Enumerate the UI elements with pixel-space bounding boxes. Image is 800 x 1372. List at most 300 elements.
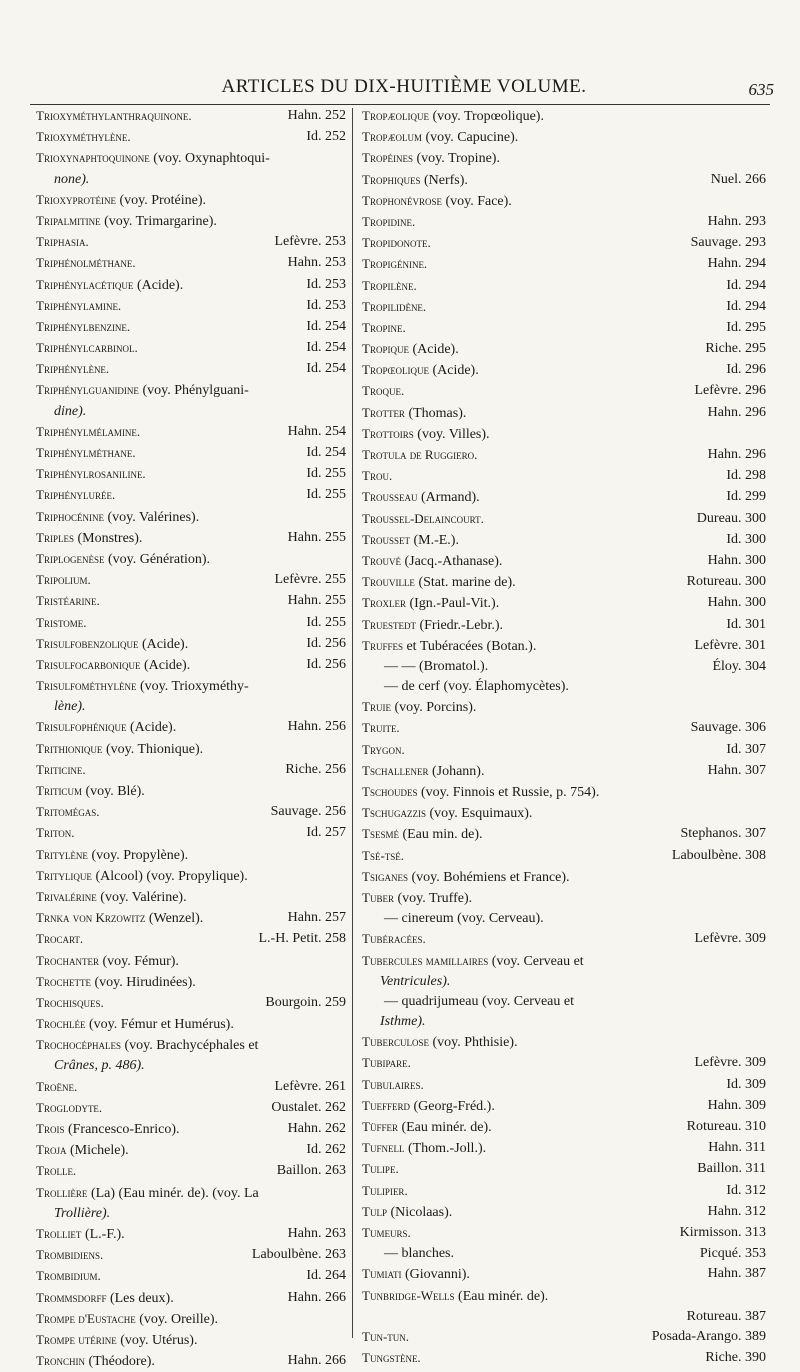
entry-text: (Acide).: [138, 636, 189, 652]
entry-text: (Francesco-Enrico).: [64, 1122, 180, 1137]
index-entry: [36, 908, 346, 928]
entry-reference: Hahn. 266: [287, 1289, 346, 1305]
entry-headword: Trottoirs: [362, 425, 414, 441]
entry-headword: Tropilène.: [362, 277, 417, 293]
entry-headword: Tristome.: [36, 614, 87, 630]
entry-headword: Troque.: [362, 383, 405, 399]
entry-headword: Trochanter: [36, 952, 99, 968]
index-entry: [362, 1138, 766, 1158]
entry-text: (Armand).: [417, 490, 480, 506]
entry-reference: Hahn. 387: [707, 1266, 766, 1282]
entry-text: (voy. Valérine).: [96, 889, 187, 905]
entry-headword: Truffes: [362, 637, 403, 653]
index-entry: [362, 127, 766, 147]
index-entry: [36, 317, 346, 337]
entry-headword: Troglodyte.: [36, 1099, 103, 1115]
entry-reference: Hahn. 266: [287, 1353, 346, 1369]
entry-text: (voy. Face).: [441, 193, 512, 209]
entry-reference: Posada-Arango. 389: [651, 1328, 766, 1344]
index-entry: [36, 296, 346, 316]
entry-headword: Trombidiens.: [36, 1247, 104, 1263]
entry-reference: Lefèvre. 296: [694, 383, 766, 399]
index-entry: [36, 1161, 346, 1181]
index-entry: [36, 1288, 346, 1308]
entry-headword: Trompe d'Eustache: [36, 1310, 136, 1326]
entry-reference: Hahn. 300: [707, 595, 766, 611]
entry-text: (Eau minér. de).: [454, 1288, 549, 1304]
entry-headword: Tropæolique: [362, 108, 429, 123]
entry-reference: Id. 295: [726, 319, 766, 335]
entry-text: (Acide).: [140, 657, 191, 673]
entry-text: (Ign.-Paul-Vit.).: [405, 596, 500, 612]
page-header: [28, 74, 780, 104]
entry-headword: Tristéarine.: [36, 593, 100, 609]
entry-text: (Georg-Fréd.).: [409, 1098, 495, 1114]
entry-reference: Id. 253: [306, 297, 346, 313]
index-entry: [36, 338, 346, 358]
index-entry: [36, 443, 346, 463]
entry-text: (Alcool) (voy. Propylique).: [91, 868, 248, 884]
entry-reference: Hahn. 296: [707, 404, 766, 420]
index-entry: [362, 951, 766, 971]
entry-reference: Hahn. 254: [287, 423, 346, 439]
entry-text: (voy. Oxynaphtoqui-: [149, 151, 270, 167]
entry-headword: Tuberculose: [362, 1034, 429, 1050]
entry-headword: Triphénylacétique: [36, 276, 134, 292]
index-entry: [36, 232, 346, 252]
entry-text: (voy. Trioxyméthy-: [136, 679, 249, 695]
entry-reference: Hahn. 252: [287, 108, 346, 123]
index-entry: [362, 424, 766, 444]
entry-headword: Tronchin: [36, 1353, 85, 1369]
entry-reference: Lefèvre. 309: [694, 931, 766, 947]
index-entry: [362, 509, 766, 529]
index-entry: [362, 254, 766, 274]
entry-headword: Trousset: [362, 531, 410, 547]
index-entry: [362, 1032, 766, 1052]
entry-headword: Troëne.: [36, 1078, 78, 1094]
entry-text: (voy. Utérus).: [116, 1332, 198, 1348]
entry-reference: Nuel. 266: [710, 171, 766, 187]
index-entry: [362, 992, 766, 1011]
index-entry: [362, 318, 766, 338]
entry-headword: Tunbridge-Wells: [362, 1287, 455, 1303]
index-entry: [36, 464, 346, 484]
entry-headword: Trioxyprotéine: [36, 191, 116, 207]
right-column: [362, 106, 766, 1369]
index-entry: [362, 1202, 766, 1222]
index-entry: [362, 551, 766, 571]
entry-text: (voy. Phénylguani-: [138, 383, 249, 399]
entry-headword: Tumeurs.: [362, 1224, 411, 1240]
entry-reference: Baillon. 311: [697, 1161, 766, 1177]
entry-reference: Oustalet. 262: [271, 1099, 346, 1115]
index-entry: [362, 106, 766, 126]
index-entry: [36, 655, 346, 675]
entry-continuation: Isthme).: [380, 1014, 426, 1030]
entry-headword: Tsé-tsé.: [362, 847, 405, 863]
index-entry: [36, 422, 346, 442]
entry-headword: Tuefferd: [362, 1097, 410, 1113]
index-entry: [362, 657, 766, 676]
entry-headword: Triticine.: [36, 761, 86, 777]
entry-headword: Trocart.: [36, 931, 84, 947]
index-entry: [362, 572, 766, 592]
entry-headword: Trivalérine: [36, 888, 97, 904]
entry-continuation: Ventricules).: [380, 973, 451, 989]
index-entry: [362, 867, 766, 887]
entry-headword: Troussel-Delaincourt.: [362, 510, 484, 526]
entry-headword: Tun-tun.: [362, 1328, 410, 1344]
entry-headword: Triphénylguanidine: [36, 382, 139, 398]
index-entry: [362, 803, 766, 823]
entry-reference: Hahn. 257: [287, 910, 346, 926]
entry-reference: Hahn. 293: [707, 213, 766, 229]
entry-reference: Sauvage. 256: [270, 804, 346, 820]
index-entry: [36, 929, 346, 949]
entry-reference: Rotureau. 300: [686, 574, 766, 590]
entry-reference: Id. 252: [306, 129, 346, 145]
entry-headword: Trisulfobenzolique: [36, 635, 139, 651]
entry-headword: Trygon.: [362, 741, 405, 757]
entry-headword: Tubercules mamillaires: [362, 952, 489, 968]
index-entry: [36, 570, 346, 590]
entry-reference: Lefèvre. 253: [274, 234, 346, 250]
entry-headword: Tuber: [362, 889, 394, 905]
index-entry: [36, 760, 346, 780]
index-entry: [362, 403, 766, 423]
entry-headword: Triplogenèse: [36, 550, 105, 566]
entry-reference: Lefèvre. 255: [274, 572, 346, 588]
index-entry: [362, 1053, 766, 1073]
index-entry: [362, 761, 766, 781]
entry-text: (voy. Finnois et Russie, p. 754).: [417, 785, 600, 800]
entry-headword: Trisulfophénique: [36, 719, 127, 735]
entry-text: (voy. Thionique).: [102, 741, 204, 757]
index-entry: [36, 1077, 346, 1097]
entry-headword: Tubéracées.: [362, 931, 426, 947]
entry-reference: Id. 294: [726, 277, 766, 293]
index-entry: [36, 739, 346, 759]
entry-headword: Triphénylamine.: [36, 297, 122, 313]
entry-headword: Tripolium.: [36, 572, 91, 588]
entry-reference: Id. 253: [306, 276, 346, 292]
entry-reference: Id. 299: [726, 489, 766, 505]
entry-text: (Jacq.-Athanase).: [400, 553, 503, 569]
index-entry: [36, 972, 346, 992]
entry-text: (Acide).: [408, 342, 459, 358]
entry-reference: Id. 309: [726, 1076, 766, 1092]
index-entry: [362, 1223, 766, 1243]
entry-text: (voy. Fémur et Humérus).: [85, 1017, 234, 1033]
index-entry: [362, 636, 766, 656]
entry-reference: Lefèvre. 301: [694, 637, 766, 653]
entry-text: (voy. Brachycéphales et: [120, 1038, 259, 1054]
entry-reference: Rotureau. 310: [686, 1119, 766, 1134]
entry-headword: Tubulaires.: [362, 1076, 424, 1092]
entry-text: (voy. Cerveau et: [488, 953, 584, 969]
entry-text: (voy. Phthisie).: [428, 1035, 518, 1051]
entry-headword: Trophonévrose: [362, 192, 442, 208]
entry-reference: Hahn. 255: [287, 529, 346, 545]
entry-reference: Id. 301: [726, 616, 766, 632]
index-entry: [36, 676, 346, 696]
entry-reference: Hahn. 311: [708, 1140, 766, 1156]
index-entry: [362, 233, 766, 253]
index-entry: [362, 1327, 766, 1347]
entry-headword: Triphasia.: [36, 234, 89, 250]
index-entry: [36, 717, 346, 737]
index-entry: [362, 615, 766, 635]
entry-headword: Triphénylène.: [36, 361, 110, 377]
index-entry: [36, 613, 346, 633]
entry-text: (Acide).: [428, 363, 479, 379]
entry-text: (Nerfs).: [420, 172, 468, 188]
entry-headword: Truite.: [362, 720, 400, 736]
entry-headword: Triphénylcarbinol.: [36, 340, 138, 356]
entry-headword: Tropine.: [362, 319, 406, 335]
entry-reference: Baillon. 263: [276, 1163, 346, 1179]
entry-text: — de cerf (voy. Élaphomycètes).: [384, 679, 569, 695]
entry-reference: Id. 262: [306, 1142, 346, 1158]
entry-headword: Trolliet: [36, 1225, 82, 1241]
entry-headword: Trois: [36, 1121, 65, 1136]
entry-reference: Laboulbène. 263: [251, 1247, 346, 1263]
entry-headword: Tropilidène.: [362, 298, 427, 314]
page-title: ARTICLES DU DIX-HUITIÈME VOLUME.: [221, 76, 587, 97]
entry-reference: Id. 254: [306, 445, 346, 460]
index-entry: [36, 106, 346, 126]
entry-text: (Acide).: [126, 720, 177, 736]
entry-text: (La) (Eau minér. de). (voy. La: [87, 1185, 259, 1201]
index-entry: [362, 677, 766, 696]
entry-text: (voy. Capucine).: [421, 130, 519, 146]
entry-text: (voy. Trimargarine).: [100, 213, 217, 229]
index-entry: [362, 212, 766, 232]
entry-headword: Trouville: [362, 574, 415, 590]
index-entry: [362, 360, 766, 380]
index-entry: [362, 276, 766, 296]
index-entry: [36, 781, 346, 801]
entry-headword: Trochisques.: [36, 994, 104, 1010]
entry-headword: Tropéines: [362, 150, 413, 166]
entry-headword: Triticum: [36, 783, 82, 798]
index-entry: [36, 1224, 346, 1244]
entry-text: (Stat. marine de).: [414, 575, 516, 591]
entry-headword: Tropigénine.: [362, 256, 428, 272]
entry-reference: Dureau. 300: [696, 510, 766, 526]
entry-reference: L.-H. Petit. 258: [258, 931, 346, 947]
index-entry: [36, 1266, 346, 1286]
entry-headword: Trioxynaphtoquinone: [36, 150, 150, 166]
entry-headword: Triples: [36, 529, 74, 545]
entry-reference: Id. 298: [726, 468, 766, 484]
index-entry: [36, 1035, 346, 1055]
index-entry: [36, 993, 346, 1013]
entry-reference: Id. 254: [306, 318, 346, 334]
index-entry: [362, 1117, 766, 1137]
entry-headword: Troja: [36, 1142, 67, 1158]
entry-headword: Trouvé: [362, 552, 401, 568]
entry-text: (Monstres).: [73, 530, 143, 546]
entry-headword: Tritylique: [36, 867, 92, 883]
index-entry: [36, 1140, 346, 1160]
entry-headword: Tsesmé: [362, 826, 399, 842]
left-column: [36, 106, 346, 1372]
entry-reference: Id. 300: [726, 531, 766, 547]
index-entry: [362, 824, 766, 844]
index-entry: [36, 823, 346, 843]
entry-text: (Théodore).: [84, 1354, 155, 1370]
entry-text: (Friedr.-Lebr.).: [415, 617, 504, 633]
index-entry: [36, 634, 346, 654]
entry-reference: Hahn. 309: [707, 1097, 766, 1113]
entry-headword: Triphénylméthane.: [36, 445, 136, 460]
entry-text: (voy. Protéine).: [115, 192, 207, 208]
entry-headword: Triton.: [36, 825, 75, 841]
index-entry: [362, 1096, 766, 1116]
entry-headword: Triphénylrosaniline.: [36, 466, 146, 482]
entry-reference: Riche. 390: [705, 1350, 766, 1366]
entry-headword: Truestedt: [362, 616, 416, 632]
entry-text: (voy. Porcins).: [390, 700, 477, 716]
index-entry: [36, 380, 346, 400]
entry-reference: Id. 256: [306, 656, 346, 672]
entry-text: (L.-F.).: [81, 1226, 125, 1242]
entry-reference: Hahn. 307: [707, 762, 766, 778]
index-entry: [36, 887, 346, 907]
index-entry: [362, 697, 766, 717]
entry-headword: Tropidine.: [362, 213, 416, 229]
entry-text: (Thomas).: [404, 405, 467, 421]
index-entry: [362, 339, 766, 359]
entry-headword: Tripalmitine: [36, 212, 101, 228]
entry-reference: Id. 255: [306, 614, 346, 630]
entry-text: — quadrijumeau (voy. Cerveau et: [384, 993, 574, 1009]
index-entry: [36, 802, 346, 822]
entry-reference: Id. 307: [726, 741, 766, 757]
entry-headword: Trollière: [36, 1184, 88, 1200]
entry-reference: Stephanos. 307: [680, 826, 766, 842]
entry-headword: Tulp: [362, 1203, 387, 1219]
entry-reference: Hahn. 300: [707, 552, 766, 568]
entry-headword: Triphocénine: [36, 508, 104, 524]
index-entry: [36, 845, 346, 865]
entry-reference: Hahn. 253: [287, 255, 346, 271]
entry-headword: Trochette: [36, 973, 91, 989]
entry-text: — blanches.: [384, 1246, 454, 1262]
entry-headword: Truie: [362, 699, 391, 715]
entry-headword: Trochlée: [36, 1016, 86, 1032]
entry-text: (voy. Villes).: [413, 426, 490, 442]
entry-headword: Trotula de Ruggiero.: [362, 447, 478, 462]
entry-reference: Id. 312: [726, 1182, 766, 1198]
index-entry: [362, 1181, 766, 1201]
entry-headword: Tritylène: [36, 846, 88, 862]
index-entry: [362, 466, 766, 486]
entry-continuation: dine).: [54, 403, 87, 419]
entry-headword: Tschallener: [362, 762, 429, 778]
index-entry: [36, 211, 346, 231]
entry-headword: Trithionique: [36, 740, 103, 756]
entry-headword: Tüffer: [362, 1119, 398, 1134]
entry-headword: Tropidonote.: [362, 235, 431, 251]
entry-reference: Id. 264: [306, 1268, 346, 1284]
entry-headword: Tulipe.: [362, 1161, 399, 1177]
entry-headword: Trommsdorff: [36, 1289, 107, 1305]
index-entry: [36, 1309, 346, 1329]
index-entry: [36, 1245, 346, 1265]
entry-reference: Kirmisson. 313: [679, 1224, 766, 1240]
entry-headword: Tubipare.: [362, 1055, 411, 1071]
entry-headword: Trophiques: [362, 171, 421, 187]
entry-reference: Éloy. 304: [712, 658, 766, 674]
index-entry: [362, 381, 766, 401]
index-entry: [36, 190, 346, 210]
index-entry: [362, 297, 766, 317]
entry-headword: Trochocéphales: [36, 1037, 121, 1053]
index-entry: [362, 929, 766, 949]
index-entry: [362, 1286, 766, 1306]
index-entry: [362, 718, 766, 738]
entry-text: et Tubéracées (Botan.).: [402, 638, 537, 654]
index-entry: [36, 591, 346, 611]
entry-headword: Trombidium.: [36, 1268, 101, 1284]
entry-reference: Id. 254: [306, 340, 346, 356]
entry-headword: Tschugazzis: [362, 805, 426, 821]
entry-text: (Eau min. de).: [398, 827, 483, 843]
entry-reference: Id. 255: [306, 466, 346, 482]
entry-reference: Id. 256: [306, 635, 346, 651]
entry-text: (voy. Oreille).: [135, 1311, 219, 1327]
index-entry: [36, 275, 346, 295]
index-entry: [36, 507, 346, 527]
index-entry: [36, 951, 346, 971]
index-entry: [36, 1014, 346, 1034]
entry-reference: Id. 296: [726, 362, 766, 378]
entry-text: (voy. Génération).: [104, 551, 211, 567]
index-entry: [362, 1244, 766, 1263]
entry-text: (voy. Bohémiens et France).: [407, 869, 570, 885]
entry-headword: Trisulfométhylène: [36, 678, 137, 694]
entry-text: (Thom.-Joll.).: [404, 1141, 487, 1157]
entry-headword: Tropæolum: [362, 129, 422, 145]
entry-headword: Trioxyméthylanthraquinone.: [36, 108, 192, 123]
column-divider: [352, 108, 353, 1338]
entry-text: (voy. Truffe).: [393, 890, 473, 906]
index-entry: [362, 1264, 766, 1284]
index-entry: [362, 1307, 766, 1326]
index-entry: [362, 487, 766, 507]
index-entry: [36, 1330, 346, 1350]
entry-headword: Trnka von Krzowitz: [36, 910, 146, 926]
entry-headword: Triphénolméthane.: [36, 255, 136, 271]
entry-headword: Trompe utérine: [36, 1331, 117, 1347]
index-entry: [36, 1098, 346, 1118]
header-rule: [30, 104, 770, 105]
entry-headword: Tumiati: [362, 1266, 402, 1282]
entry-text: (voy. Esquimaux).: [425, 806, 533, 822]
entry-headword: Trolle.: [36, 1163, 77, 1179]
entry-reference: Id. 257: [306, 825, 346, 841]
entry-reference: Hahn. 294: [707, 256, 766, 272]
entry-text: (voy. Blé).: [81, 784, 145, 799]
entry-reference: Bourgoin. 259: [265, 994, 346, 1010]
entry-reference: Lefèvre. 261: [274, 1078, 346, 1094]
entry-reference: Riche. 295: [705, 341, 766, 357]
index-entry: [362, 740, 766, 760]
entry-text: (Wenzel).: [145, 911, 204, 927]
